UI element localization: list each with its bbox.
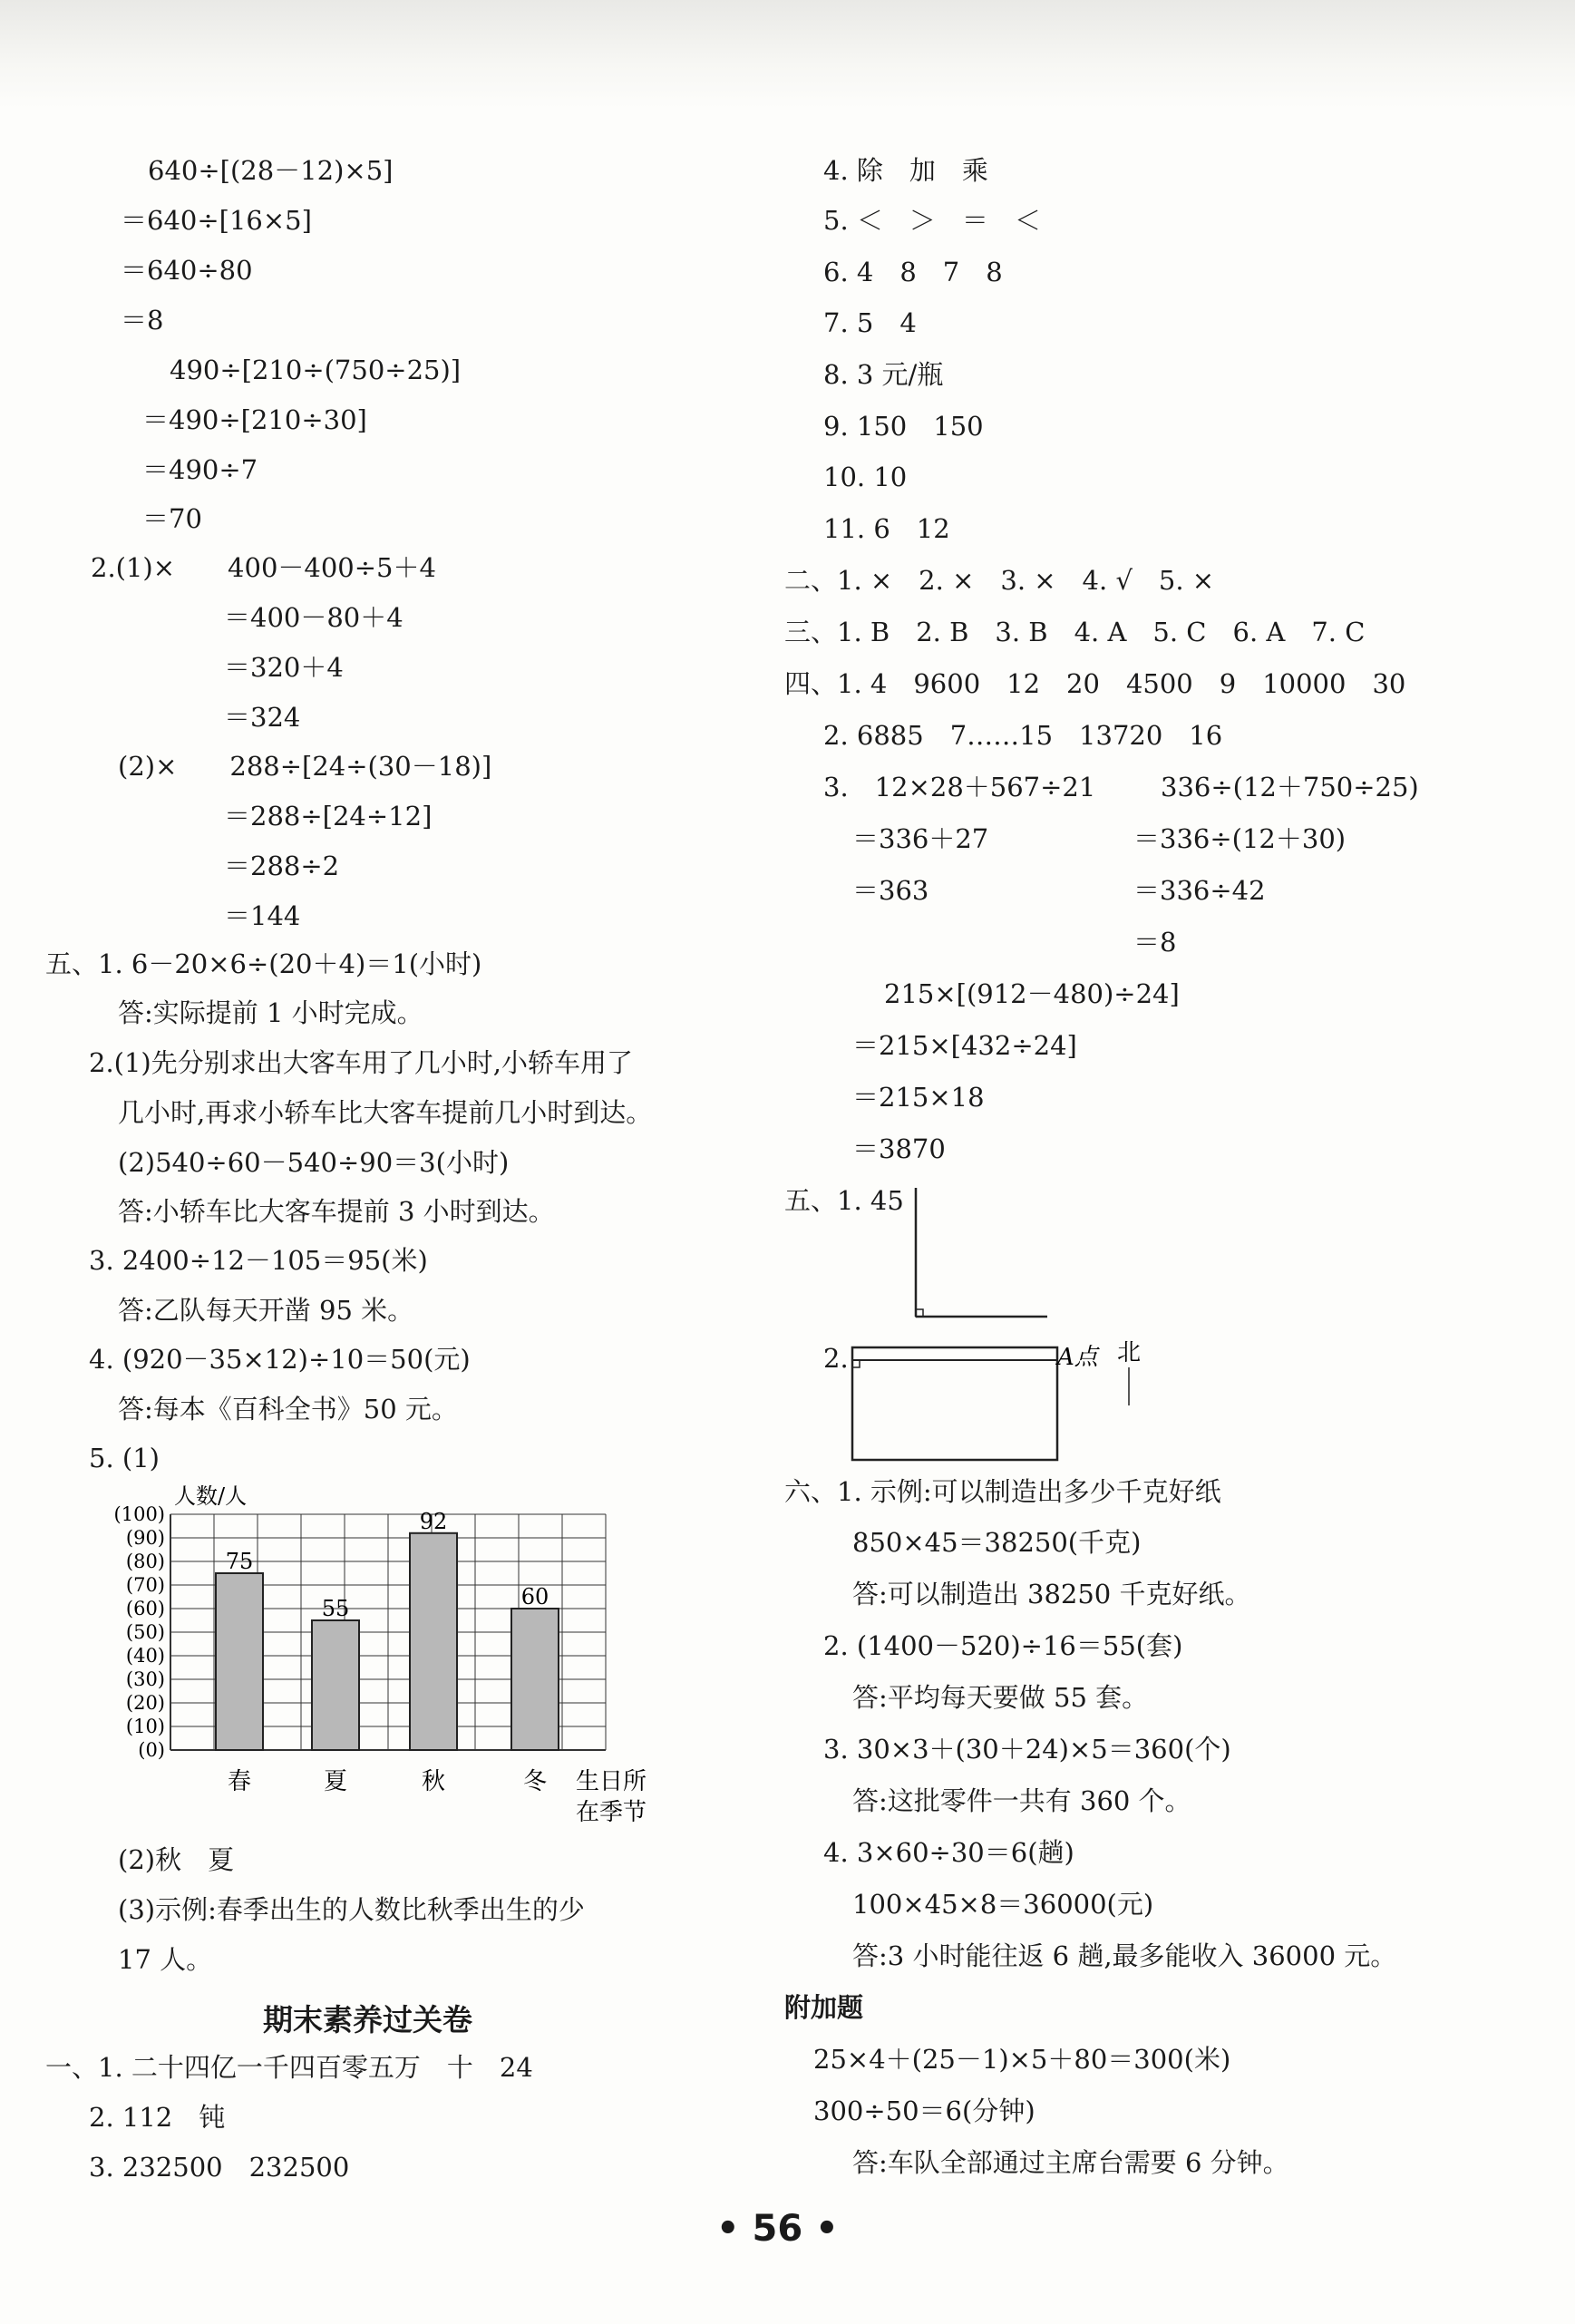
answer-line: 17 人。: [118, 1944, 213, 1975]
calc-line: 25×4＋(25－1)×5＋80＝300(米): [813, 2044, 1231, 2075]
answer-line: 答:车队全部通过主席台需要 6 分钟。: [852, 2147, 1289, 2178]
chart-y-tick-label: (20): [125, 1692, 165, 1714]
answer-line: 答:实际提前 1 小时完成。: [118, 997, 423, 1028]
answer-line: 4. 除 加 乘: [823, 155, 988, 186]
section-3-answers: 三、1. B 2. B 3. B 4. A 5. C 6. A 7. C: [784, 617, 1366, 647]
chart-y-tick-label: (40): [125, 1645, 165, 1667]
chart-y-tick-label: (50): [125, 1621, 165, 1643]
calc-line: ＝324: [224, 702, 301, 733]
chart-category-label: 夏: [323, 1768, 348, 1795]
section-6-q4: 4. 3×60÷30＝6(趟): [823, 1837, 1074, 1868]
calc-line: ＝490÷7: [142, 454, 258, 485]
chart-y-tick-label: (100): [113, 1503, 165, 1525]
chart-y-tick-label: (60): [125, 1598, 165, 1619]
point-a-label: A点: [1057, 1344, 1098, 1371]
calc-line: ＝288÷2: [224, 851, 340, 881]
calc-line: 215×[(912－480)÷24]: [884, 978, 1180, 1009]
answer-line: 9. 150 150: [823, 411, 984, 442]
chart-bar-value-label: 55: [321, 1596, 350, 1621]
answer-line: 5. ＜ ＞ ＝ ＜: [823, 205, 1041, 236]
answer-line: 答:3 小时能往返 6 趟,最多能收入 36000 元。: [852, 1940, 1397, 1971]
chart-y-tick-label: (80): [125, 1551, 165, 1572]
calc-line: ＝70: [142, 503, 202, 534]
right-angle-drawing: [907, 1183, 1061, 1328]
calc-line: ＝320＋4: [224, 652, 344, 683]
chart-category-label: 春: [227, 1768, 252, 1795]
calc-line: 850×45＝38250(千克): [852, 1527, 1142, 1558]
bonus-heading: 附加题: [784, 1992, 864, 2023]
calc-line: 490÷[210÷(750÷25)]: [170, 355, 462, 385]
calc-line: ＝640÷[16×5]: [121, 205, 312, 236]
chart-category-label: 秋: [421, 1768, 446, 1795]
chart-y-tick-label: (30): [125, 1668, 165, 1690]
section-6-q3: 3. 30×3＋(30＋24)×5＝360(个): [823, 1734, 1231, 1765]
chart-bar: [216, 1573, 263, 1750]
chart-y-tick-label: (10): [125, 1716, 165, 1737]
calc-line: 336÷(12＋750÷25): [1161, 772, 1419, 802]
answer-line: 6. 4 8 7 8: [823, 257, 1003, 287]
calc-line: ＝288÷[24÷12]: [224, 801, 433, 831]
calc-line: (2)540÷60－540÷90＝3(小时): [118, 1147, 510, 1178]
chart-bar-value-label: 75: [225, 1549, 254, 1574]
answer-line: (3)示例:春季出生的人数比秋季出生的少: [118, 1894, 585, 1925]
chart-bar: [410, 1533, 457, 1750]
calc-line: ＝490÷[210÷30]: [142, 404, 367, 435]
question-2-2: (2)× 288÷[24÷(30－18)]: [118, 751, 492, 782]
answer-line: 11. 6 12: [823, 513, 950, 544]
answer-line: 7. 5 4: [823, 307, 917, 338]
section-6-q2: 2. (1400－520)÷16＝55(套): [823, 1630, 1183, 1661]
question-line: 一、1. 二十四亿一千四百零五万 十 24: [45, 2052, 533, 2083]
answer-line: (2)秋 夏: [118, 1844, 235, 1875]
chart-x-axis-label-2: 在季节: [576, 1799, 647, 1826]
question-line: 2. 112 钝: [89, 2102, 226, 2133]
scan-header-band: [0, 0, 1575, 109]
rectangle-diagram: [843, 1333, 1142, 1469]
chart-bar: [511, 1609, 559, 1750]
calc-line: ＝144: [224, 900, 301, 931]
section-2-answers: 二、1. × 2. × 3. × 4. √ 5. ×: [784, 565, 1215, 596]
chart-bar-value-label: 92: [419, 1508, 448, 1534]
page-number: • 56 •: [716, 2208, 839, 2250]
chart-y-axis-label: 人数/人: [174, 1483, 248, 1509]
chart-x-axis-label-1: 生日所: [576, 1768, 647, 1795]
calc-line: ＝336÷(12＋30): [1133, 823, 1347, 854]
section-6-q1: 六、1. 示例:可以制造出多少千克好纸: [784, 1476, 1221, 1507]
section-4-q2: 2. 6885 7……15 13720 16: [823, 720, 1223, 751]
calc-line: ＝8: [1133, 927, 1177, 958]
section-4-q3: 3. 12×28＋567÷21: [823, 772, 1096, 802]
calc-line: ＝336÷42: [1133, 875, 1266, 906]
calc-line: ＝215×[432÷24]: [852, 1030, 1077, 1061]
chart-bar: [312, 1620, 359, 1750]
answer-line: 10. 10: [823, 462, 908, 492]
section-title: 期末素养过关卷: [263, 2002, 472, 2037]
answer-line: 答:这批零件一共有 360 个。: [852, 1785, 1191, 1816]
calc-line: ＝336＋27: [852, 823, 989, 854]
section-5-q1-right: 五、1. 45: [784, 1185, 904, 1216]
calc-line: ＝400－80＋4: [224, 602, 403, 633]
calc-line: ＝8: [121, 305, 164, 335]
north-label: 北: [1117, 1339, 1142, 1366]
calc-line: 640÷[(28－12)×5]: [148, 155, 394, 186]
answer-line: 答:可以制造出 38250 千克好纸。: [852, 1579, 1251, 1609]
answer-line: 答:乙队每天开凿 95 米。: [118, 1295, 414, 1326]
answer-line: 8. 3 元/瓶: [823, 359, 944, 390]
answer-line: 答:平均每天要做 55 套。: [852, 1682, 1149, 1713]
section-5-q2-right: 2.: [823, 1343, 849, 1374]
chart-y-tick-label: (70): [125, 1574, 165, 1596]
calc-line: 300÷50＝6(分钟): [813, 2095, 1035, 2126]
calc-line: 100×45×8＝36000(元): [852, 1889, 1154, 1920]
answer-line: 答:小轿车比大客车提前 3 小时到达。: [118, 1196, 555, 1227]
question-line: 4. (920－35×12)÷10＝50(元): [89, 1344, 471, 1375]
question-line: 2.(1)先分别求出大客车用了几小时,小轿车用了: [89, 1047, 633, 1078]
question-line: 几小时,再求小轿车比大客车提前几小时到达。: [118, 1097, 653, 1128]
calc-line: ＝215×18: [852, 1082, 985, 1113]
chart-category-label: 冬: [522, 1768, 548, 1795]
question-line: 3. 2400÷12－105＝95(米): [89, 1245, 428, 1276]
section-5-q1: 五、1. 6－20×6÷(20＋4)＝1(小时): [45, 948, 482, 979]
question-line: 3. 232500 232500: [89, 2152, 350, 2183]
answer-line: 答:每本《百科全书》50 元。: [118, 1394, 458, 1425]
calc-line: ＝363: [852, 875, 929, 906]
calc-line: ＝640÷80: [121, 255, 253, 286]
chart-y-tick-label: (0): [138, 1739, 165, 1761]
season-birth-bar-chart: [100, 1478, 689, 1841]
section-4-q1: 四、1. 4 9600 12 20 4500 9 10000 30: [784, 668, 1406, 699]
calc-line: ＝3870: [852, 1133, 946, 1164]
chart-y-tick-label: (90): [125, 1527, 165, 1549]
question-line: 5. (1): [89, 1443, 160, 1473]
question-2-1: 2.(1)× 400－400÷5＋4: [91, 552, 436, 583]
chart-bar-value-label: 60: [520, 1584, 549, 1609]
